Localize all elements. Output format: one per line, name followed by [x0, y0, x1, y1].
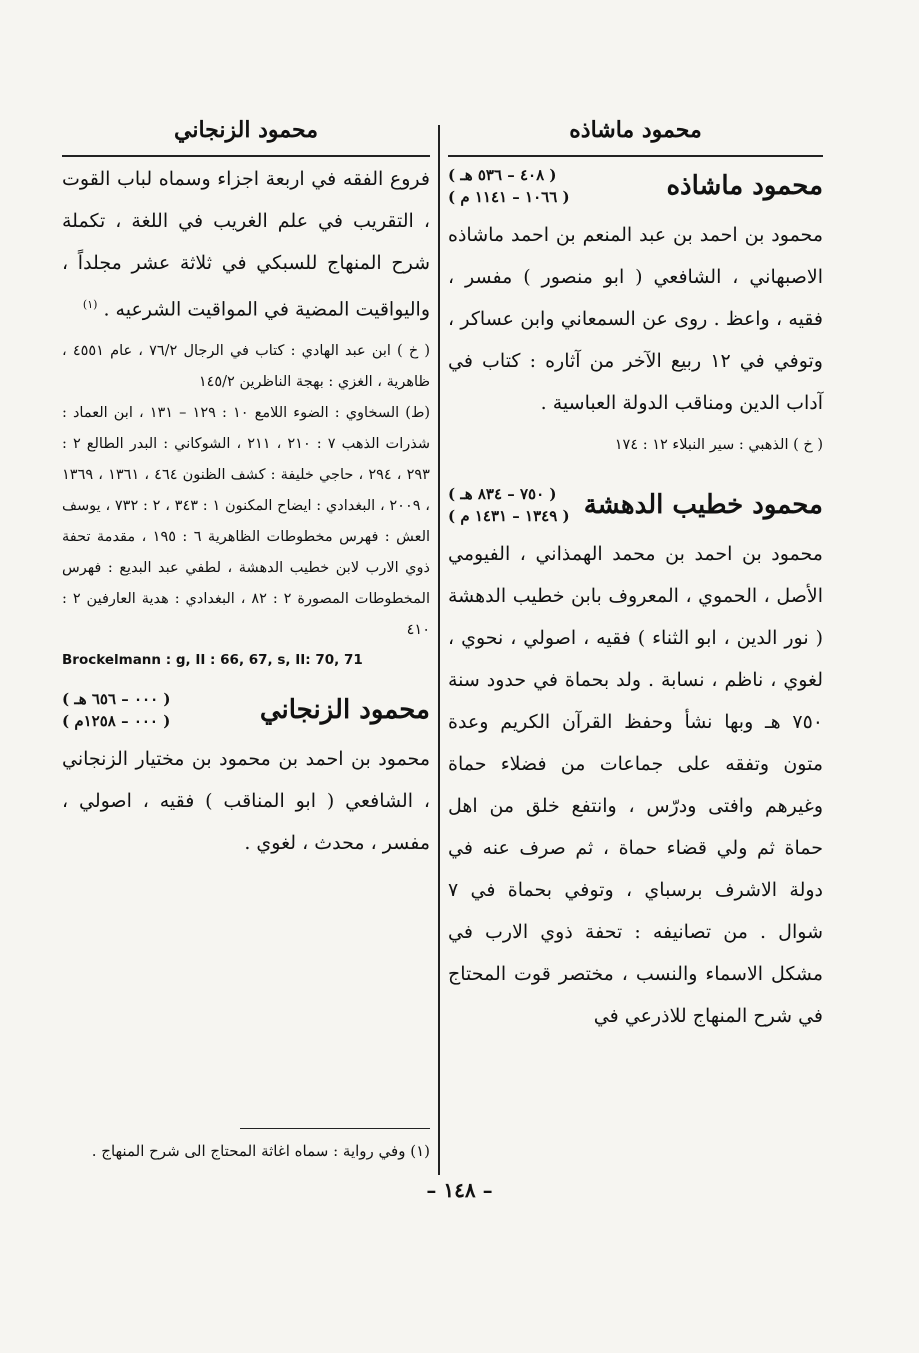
- source-manuscript: ( خ ) ابن عبد الهادي : كتاب في الرجال ٧٦/٢ ، عام ٤٥٥١ ، ظاهرية ، الغزي : بهجة الناظرين ١٤٥/٢: [62, 343, 430, 391]
- entry-name: محمود الزنجاني: [259, 695, 430, 726]
- page-number: – ١٤٨ –: [426, 1178, 493, 1202]
- entry-body: محمود بن احمد بن محمود بن مختيار الزنجاني ، الشافعي ( ابو المناقب ) فقيه ، اصولي ، مفسر ، محدث ، لغوي .: [62, 748, 430, 855]
- dates-ad: ( ١٣٤٩ – ١٤٣١ م ): [448, 507, 570, 525]
- left-running-header: محمود الزنجاني: [174, 117, 318, 143]
- dates-hijri: ( ٠٠٠ – ٦٥٦ هـ ): [62, 690, 171, 709]
- entry-dates: [448, 483, 570, 527]
- entry-heading: [62, 688, 430, 732]
- dates-ad: ( ٠٠٠ – ١٢٥٨م ): [62, 712, 171, 731]
- entry-mahmud-khatib-al-dahsha: [448, 483, 823, 1037]
- continued-text: [62, 158, 430, 330]
- entry-name: محمود ماشاذه: [666, 171, 823, 201]
- source-latin: Brockelmann : g, II : 66, 67, s, II: 70, 71: [62, 652, 363, 669]
- entry-source: ( خ ) الذهبي : سير النبلاء ١٢ : ١٧٤: [614, 437, 823, 453]
- entry-dates: [448, 164, 570, 208]
- source-printed: (ط) السخاوي : الضوء اللامع ١٠ : ١٢٩ – ١٣١ ، ابن العماد : شذرات الذهب ٧ : ٢١٠ ، ٢١١ ، الشوكاني : البدر الطالع ٢ : ٢٩٣ ، ٢٩٤ ، حاجي خليفة : كشف الظنون ٤٦٤ ، ١٣٦١ ، ١٣٦٩ ، ٢٠٠٩ ، البغدادي : ايضاح المكنون ١ : ٣٤٣ ، ٢ : ٧٣٢ ، يوسف العش : فهرس مخطوطات الظاهرية ٦ : ١٩٥ ، مقدمة تحفة ذوي الارب لابن خطيب الدهشة ، لطفي عبد البديع : فهرس المخطوطات المصورة ٢ : ٨٢ ، البغدادي : هدية العارفين ٢ : ٤١٠: [62, 405, 431, 639]
- footnote: (١) وفي رواية : سماه اغاثة المحتاج الى شرح المنهاج .: [91, 1142, 430, 1160]
- entry-dates: [62, 688, 170, 732]
- column-divider: [438, 125, 440, 1175]
- left-column: [62, 110, 430, 864]
- entry-heading: [448, 164, 823, 208]
- footnote-marker: (١): [82, 298, 98, 311]
- entry-heading: [448, 483, 823, 527]
- entry-body: محمود بن احمد بن عبد المنعم بن احمد ماشاذه الاصبهاني ، الشافعي ( ابو منصور ) مفسر ، فقيه ، واعظ . روى عن السمعاني وابن عساكر ، وتوفي في ١٢ ربيع الآخر من آثاره : كتاب في آداب الدين ومناقب الدولة العباسية .: [448, 224, 823, 414]
- dates-ad: ( ١٠٦٦ – ١١٤١ م ): [448, 188, 570, 206]
- entry-mahmud-mashadhah: [448, 164, 823, 461]
- right-column: [448, 110, 823, 1037]
- entry-mahmud-al-zanjani: [62, 688, 430, 864]
- dates-hijri: ( ٤٠٨ – ٥٣٦ هـ ): [448, 166, 557, 184]
- continued-text-body: فروع الفقه في اربعة اجزاء وسماه لباب القوت ، التقريب في علم الغريب في اللغة ، تكملة شرح المنهاج للسبكي في ثلاثة عشر مجلداً ، واليواقيت المضية في المواقيت الشرعيه .: [62, 168, 430, 321]
- right-running-header: محمود ماشاذه: [569, 117, 702, 143]
- entry-name: محمود خطيب الدهشة: [583, 490, 823, 520]
- dates-hijri: ( ٧٥٠ – ٨٣٤ هـ ): [448, 485, 557, 503]
- entry-body: محمود بن احمد بن محمد الهمذاني ، الفيومي الأصل ، الحموي ، المعروف بابن خطيب الدهشة ( نور الدين ، ابو الثناء ) فقيه ، اصولي ، نحوي ، لغوي ، ناظم ، نسابة . ولد بحماة في حدود سنة ٧٥٠ هـ وبها نشأ وحفظ القرآن الكريم وعدة متون وتفقه على جماعات من فضلاء حماة وغيرهم وافتى ودرّس ، وانتفع خلق من اهل حماة ثم ولي قضاء حماة ، ثم صرف عنه في دولة الاشرف برسباي ، وتوفي بحماة في ٧ شوال . من تصانيفه : تحفة ذوي الارب في مشكل الاسماء والنسب ، مختصر قوت المحتاج في شرح المنهاج للاذرعي في: [448, 543, 823, 1027]
- footnote-rule: [240, 1128, 430, 1129]
